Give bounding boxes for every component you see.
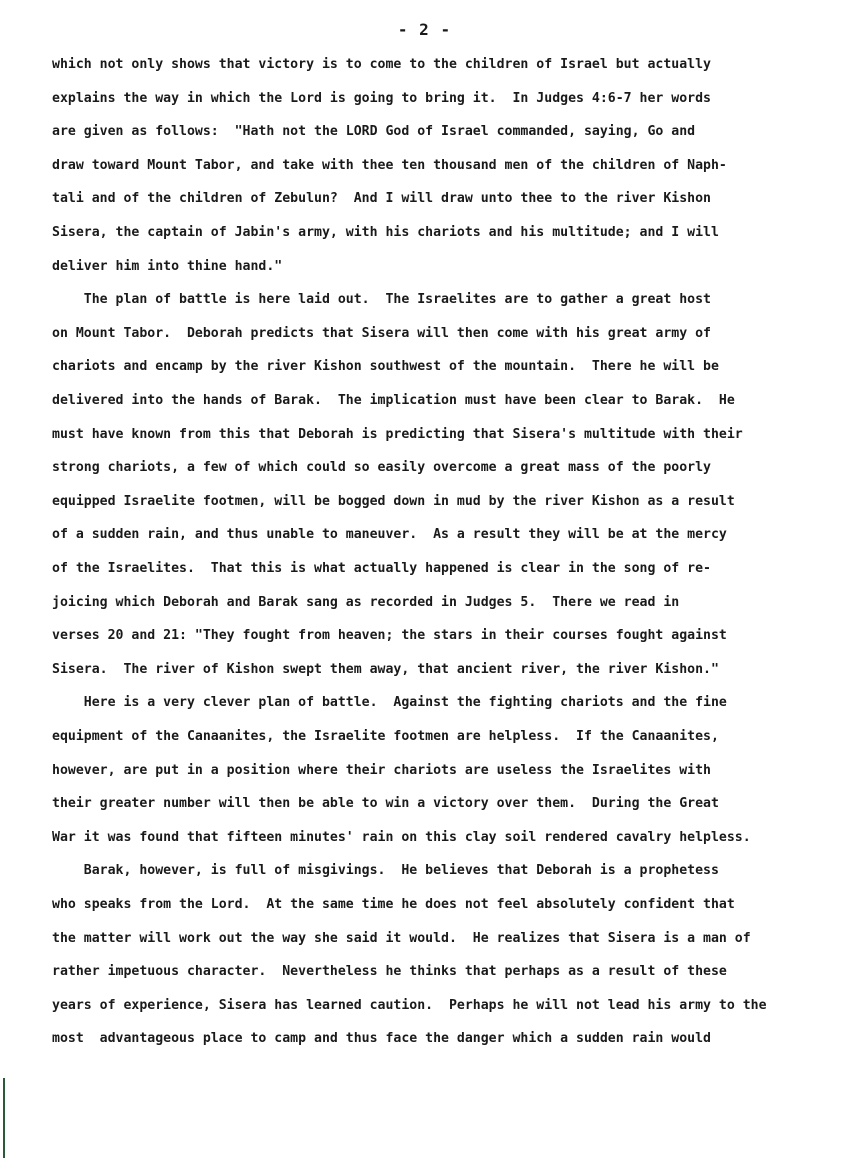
text-line: who speaks from the Lord. At the same time he does not feel absolutely confident that xyxy=(52,897,735,912)
text-line: draw toward Mount Tabor, and take with thee ten thousand men of the children of Naph- xyxy=(52,157,727,173)
text-line: delivered into the hands of Barak. The implication must have been clear to Barak. He xyxy=(52,393,735,408)
text-line: rather impetuous character. Nevertheless he thinks that perhaps as a result of these xyxy=(52,964,727,980)
text-line: strong chariots, a few of which could so easily overcome a great mass of the poorly xyxy=(52,460,711,476)
text-line: tali and of the children of Zebulun? And I will draw unto thee to the river Kishon xyxy=(52,191,711,207)
text-line: of a sudden rain, and thus unable to maneuver. As a result they will be at the mercy xyxy=(52,527,727,543)
text-line: on Mount Tabor. Deborah predicts that Sisera will then come with his great army of xyxy=(52,325,711,341)
text-line: however, are put in a position where their chariots are useless the Israelites with xyxy=(52,762,711,778)
text-line: must have known from this that Deborah is predicting that Sisera's multitude with their xyxy=(52,426,743,442)
text-line: chariots and encamp by the river Kishon southwest of the mountain. There he will be xyxy=(52,359,719,375)
text-line: are given as follows: "Hath not the LORD God of Israel commanded, saying, Go and xyxy=(52,124,696,140)
text-line: explains the way in which the Lord is going to bring it. In Judges 4:6-7 her words xyxy=(52,90,711,106)
text-line: the matter will work out the way she said it would. He realizes that Sisera is a man of xyxy=(52,930,751,946)
text-line: War it was found that fifteen minutes' rain on this clay soil rendered cavalry helpless. xyxy=(52,829,751,845)
text-line: Sisera. The river of Kishon swept them away, that ancient river, the river Kishon." xyxy=(52,661,719,677)
text-line: verses 20 and 21: "They fought from heaven; the stars in their courses fought against xyxy=(52,628,727,644)
text-line: Barak, however, is full of misgivings. He believes that Deborah is a prophetess xyxy=(52,863,719,879)
text-line: of the Israelites. That this is what actually happened is clear in the song of re- xyxy=(52,561,711,576)
text-line: equipped Israelite footmen, will be bogged down in mud by the river Kishon as a result xyxy=(52,493,735,509)
page-number: - 2 - xyxy=(397,20,452,39)
text-line: deliver him into thine hand." xyxy=(52,258,283,274)
text-line: Here is a very clever plan of battle. Against the fighting chariots and the fine xyxy=(52,695,727,711)
text-line: The plan of battle is here laid out. The Israelites are to gather a great host xyxy=(52,292,711,308)
text-line: years of experience, Sisera has learned caution. Perhaps he will not lead his army to the xyxy=(52,997,767,1013)
text-line: joicing which Deborah and Barak sang as recorded in Judges 5. There we read in xyxy=(52,594,680,610)
text-line: which not only shows that victory is to come to the children of Israel but actually xyxy=(52,57,711,72)
text-line: equipment of the Canaanites, the Israelite footmen are helpless. If the Canaanites, xyxy=(52,729,719,744)
text-line: Sisera, the captain of Jabin's army, with his chariots and his multitude; and I will xyxy=(52,225,719,240)
text-line: most advantageous place to camp and thus face the danger which a sudden rain would xyxy=(52,1031,711,1047)
margin-mark xyxy=(3,1078,5,1158)
text-line: their greater number will then be able to win a victory over them. During the Great xyxy=(52,796,719,812)
